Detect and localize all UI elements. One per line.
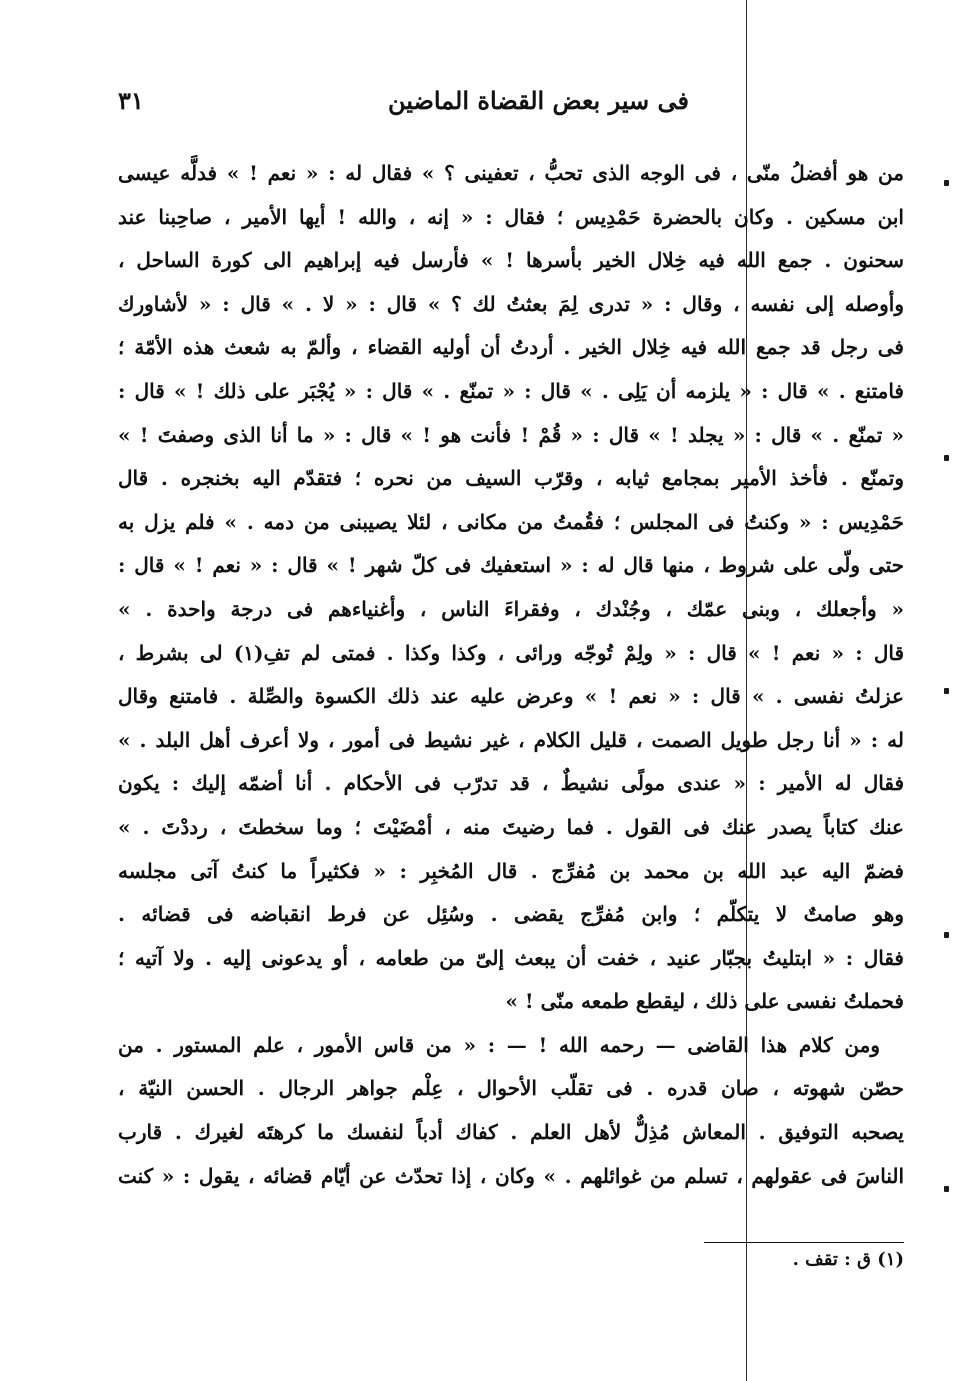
- text-line: فحملتُ نفسى على ذلك ، ليقطع طمعه منّى ! »: [505, 989, 904, 1014]
- page-header: [118, 86, 904, 126]
- text-line: « وأجعلك ، وبنى عمّك ، وجُنْدك ، وفقراءَ الناس ، وأغنياءهم فى درجة واحدة . »: [118, 596, 904, 621]
- text-line: ومن كلام هذا القاضى — رحمه الله ! — : « من قاس الأمور ، علم المستور . من: [118, 1032, 880, 1057]
- paragraph-2: [118, 1024, 904, 1198]
- paragraph-1: [118, 152, 904, 1024]
- text-line: الناسَ فى عقولهم ، تسلم من غوائلهم . » وكان ، إذا تحدّث عن أيّام قضائه ، يقول : « كنت: [118, 1163, 904, 1188]
- text-line: حَمْدِيس : « وكنتُ فى المجلس ؛ فقُمتُ من مكانى ، لئلا يصيبنى من دمه . » فلم يزل به: [118, 509, 904, 534]
- footnote: (١) ق : تقف .: [792, 1249, 904, 1270]
- text-line: قال : « نعم ! » قال : « ولِمْ تُوجّه ورائى ، وكذا وكذا . فمتى لم تفِ(١) لى بشرط ،: [118, 640, 904, 665]
- page-number: ٣١: [118, 86, 144, 115]
- text-line: فامتنع . » قال : « يلزمه أن يَلِى . » قال : « تمنّع . » قال : « يُجْبَر على ذلك ! » قال :: [118, 378, 904, 403]
- text-line: يصحبه التوفيق . المعاش مُذِلٌّ لأهل العلم . كفاك أدباً لنفسك ما كرهتَه لغيرك . قارب: [118, 1120, 904, 1145]
- margin-mark: [944, 455, 949, 461]
- text-line: عزلتُ نفسى . » قال : « نعم ! » وعرض عليه عند ذلك الكسوة والصِّلة . فامتنع وقال: [118, 684, 904, 709]
- text-line: فضمّ اليه عبد الله بن محمد بن مُفرِّج . قال المُخبِر : « فكثيراً ما كنتُ آتى مجلسه: [118, 858, 904, 883]
- text-line: من هو أفضلُ منّى ، فى الوجه الذى تحبُّ ، تعفينى ؟ » فقال له : « نعم ! » فدلَّه عيسى: [118, 161, 904, 185]
- text-line: ابن مسكين . وكان بالحضرة حَمْدِيس ؛ فقال : « إنه ، والله ! أيها الأمير ، صاحِبنا عند: [118, 204, 904, 229]
- running-title: فى سير بعض القضاة الماضين: [387, 86, 689, 115]
- text-line: سحنون . جمع الله فيه خِلال الخير بأسرها ! » فأرسل فيه إبراهيم الى كورة الساحل ،: [118, 248, 904, 273]
- text-line: « تمنّع . » قال : « يجلد ! » قال : « قُمْ ! فأنت هو ! » قال : « ما أنا الذى وصفتَ ! »: [118, 422, 904, 447]
- text-line: عنك كتاباً يصدر عنك فى القول . فما رضيتَ منه ، أمْضَيْتَ ؛ وما سخطتَ ، رددْتَ . »: [118, 814, 904, 839]
- text-line: وتمنّع . فأخذ الأمير بمجامع ثيابه ، وقرّب السيف من نحره ؛ فتقدّم اليه بخنجره . قال: [118, 466, 904, 491]
- margin-mark: [944, 1186, 949, 1192]
- margin-mark: [944, 180, 949, 186]
- footnote-divider: [704, 1242, 904, 1243]
- text-line: حصّن شهوته ، صان قدره . فى تقلّب الأحوال ، عِلْم جواهر الرجال . الحسن النيّة ،: [118, 1076, 904, 1101]
- margin-mark: [944, 688, 949, 694]
- text-line: وأوصله إلى نفسه ، وقال : « تدرى لِمَ بعثتُ لك ؟ » قال : « لا . » قال : « لأشاورك: [118, 291, 904, 316]
- text-line: له : « أنا رجل طويل الصمت ، قليل الكلام ، غير نشيط فى أمور ، ولا أعرف أهل البلد . »: [118, 727, 904, 752]
- margin-mark: [944, 932, 949, 938]
- text-line: فقال له الأمير : « عندى مولًى نشيطٌ ، قد تدرّب فى الأحكام . أنا أضمّه إليك : يكون: [118, 771, 904, 796]
- text-line: وهو صامتٌ لا يتكلّم ؛ وابن مُفرِّج يقضى . وسُئِل عن فرط انقباضه فى قضائه .: [118, 902, 904, 927]
- text-line: فقال : « ابتليتُ بجبّار عنيد ، خفت أن يبعث إلىّ من طعامه ، أو يدعونى إليه . ولا آتيه ؛: [118, 945, 904, 970]
- body-text: [118, 152, 904, 1198]
- text-line: حتى ولّى على شروط ، منها قال له : « استعفيك فى كلّ شهر ! » قال : « نعم ! » قال :: [118, 553, 904, 578]
- text-line: فى رجل قد جمع الله فيه خِلال الخير . أردتُ أن أوليه القضاء ، وألمّ به شعث هذه الأمّة ؛: [118, 335, 904, 360]
